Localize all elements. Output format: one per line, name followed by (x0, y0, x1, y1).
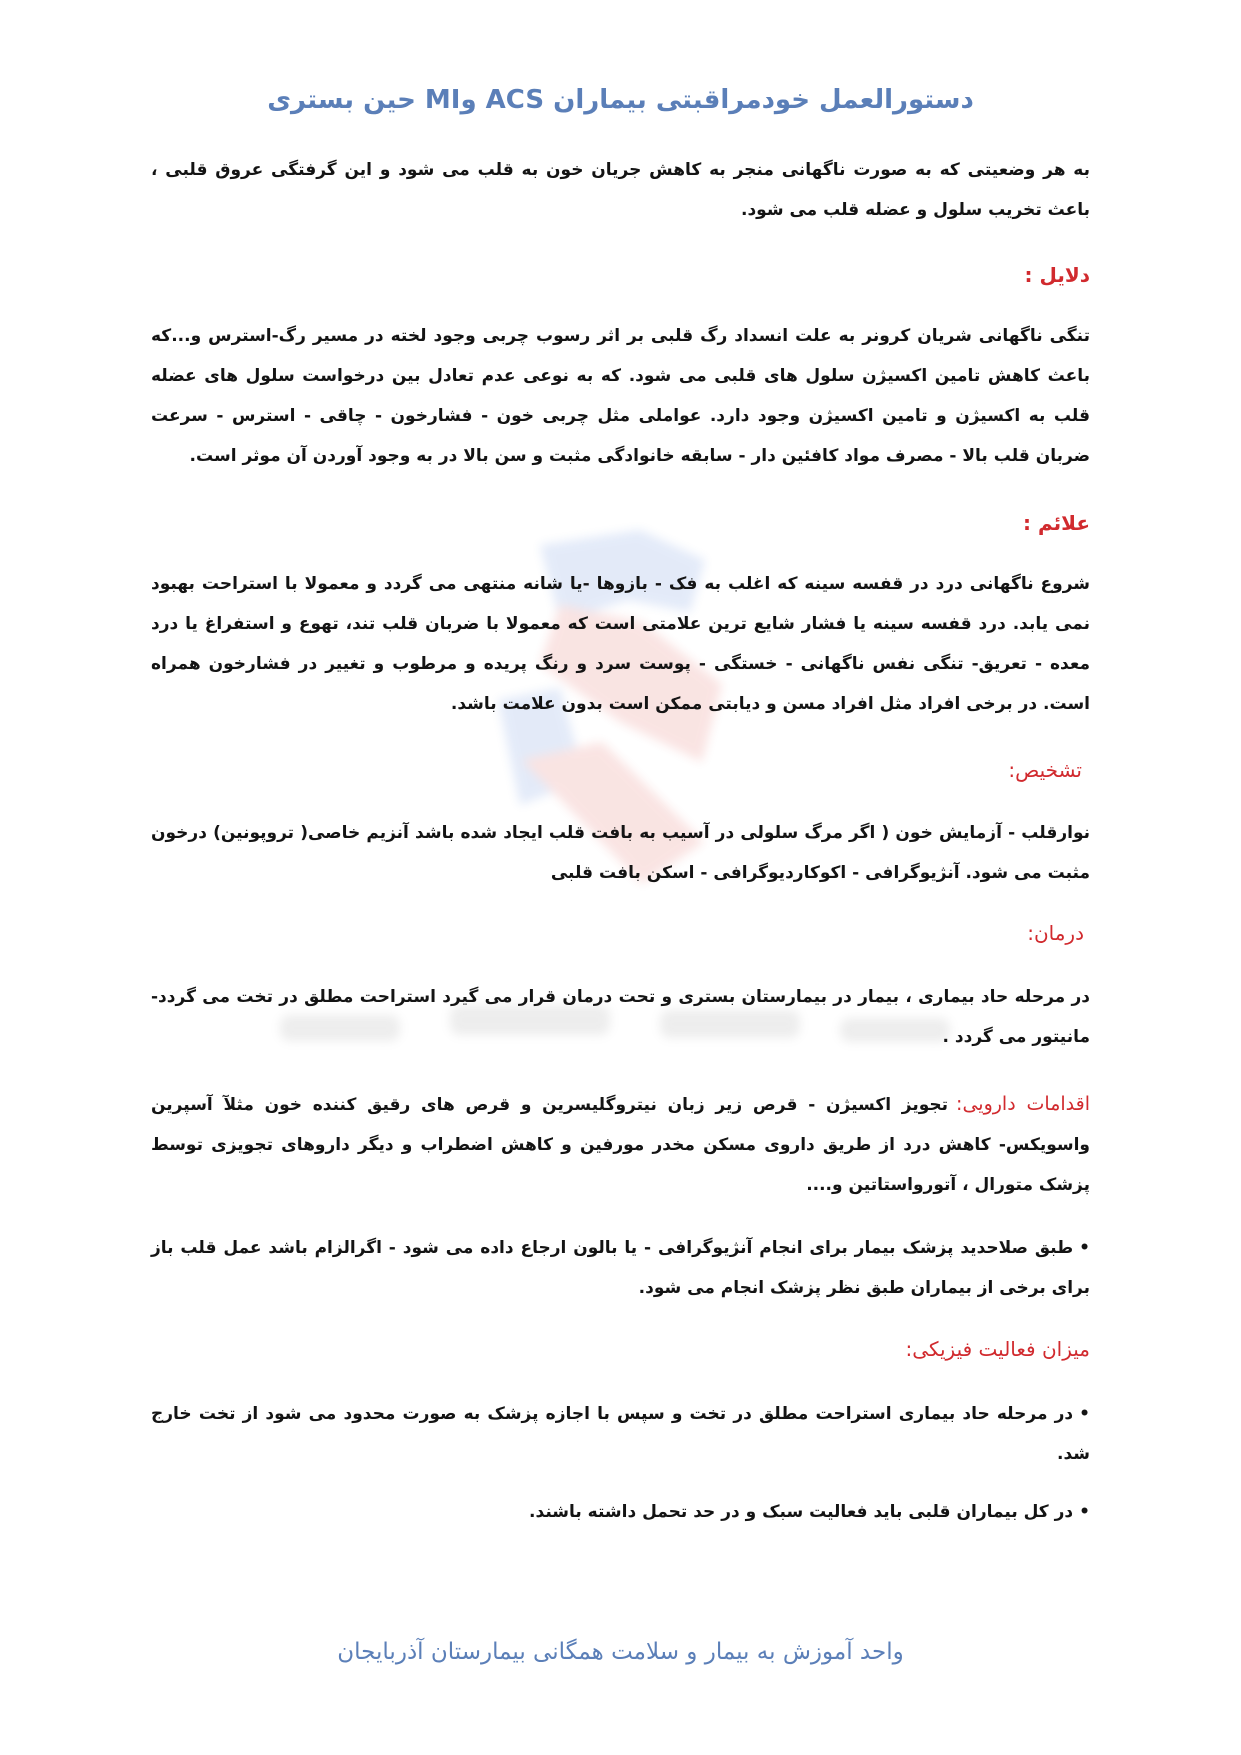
treatment-paragraph: در مرحله حاد بیماری ، بیمار در بیمارستان بستری و تحت درمان قرار می گیرد استراحت مطلق در تخت می گردد- مانیتور می گردد . (151, 987, 1090, 1047)
medication-label: اقدامات دارویی: (956, 1093, 1090, 1115)
intro-paragraph: به هر وضعیتی که به صورت ناگهانی منجر به کاهش جریان خون به قلب می شود و این گرفتگی عروق قلبی ، باعث تخریب سلول و عضله قلب می شود. (151, 160, 1090, 220)
document-body (0, 80, 1241, 1532)
bullet-icon: • (1079, 1238, 1090, 1258)
activity-bullet-item (151, 1492, 1090, 1532)
bullet-icon: • (1079, 1404, 1090, 1424)
activity-item-text: در مرحله حاد بیماری استراحت مطلق در تخت و سپس با اجازه پزشک به صورت محدود می شود از تخت خارج شد. (151, 1404, 1090, 1464)
bullet-icon: • (1079, 1502, 1090, 1522)
diagnosis-paragraph: نوارقلب - آزمایش خون ( اگر مرگ سلولی در آسیب به بافت قلب ایجاد شده باشد آنزیم خاصی( تروپونین) درخون مثبت می شود. آنژیوگرافی - اکوکاردیوگرافی - اسکن بافت قلبی (151, 823, 1090, 883)
activity-item-text: در کل بیماران قلبی باید فعالیت سبک و در حد تحمل داشته باشند. (529, 1502, 1074, 1522)
treatment-heading: درمان: (1027, 921, 1084, 945)
symptoms-paragraph: شروع ناگهانی درد در قفسه سینه که اغلب به فک - بازوها -یا شانه منتهی می گردد و معمولا با استراحت بهبود نمی یابد. درد قفسه سینه یا فشار شایع ترین علامتی است که معمولا با ضربان قلب تند، تهوع و استفراغ یا درد معده - تعریق- تنگی نفس ناگهانی - خستگی - پوست سرد و رنگ پریده و مرطوب و تغییر در فشارخون همراه است. در برخی افراد مثل افراد مسن و دیابتی ممکن است بدون علامت باشد. (151, 574, 1090, 714)
symptoms-heading: علائم : (1022, 511, 1090, 535)
medication-paragraph (151, 1084, 1090, 1205)
footer-unit-name: واحد آموزش به بیمار و سلامت همگانی بیمارستان آذربایجان (337, 1639, 904, 1665)
causes-heading: دلایل : (1024, 263, 1090, 287)
causes-paragraph: تنگی ناگهانی شریان کرونر به علت انسداد رگ قلبی بر اثر رسوب چربی وجود لخته در مسیر رگ-استرس و...که باعث کاهش تامین اکسیژن سلول های قلبی می شود. که به نوعی عدم تعادل بین درخواست سلول های عضله قلب به اکسیژن و تامین اکسیژن وجود دارد. عواملی مثل چربی خون - فشارخون - چاقی - استرس - سرعت ضربان قلب بالا - مصرف مواد کافئین دار - سابقه خانوادگی مثبت و سن بالا در به وجود آوردن آن موثر است. (151, 326, 1090, 466)
activity-bullet-item (151, 1394, 1090, 1474)
procedure-note-text: طبق صلاحدید پزشک بیمار برای انجام آنژیوگرافی - یا بالون ارجاع داده می شود - اگرالزام باشد عمل قلب باز برای برخی از بیماران طبق نظر پزشک انجام می شود. (151, 1238, 1090, 1298)
procedure-bullet-item (151, 1228, 1090, 1308)
medication-text: تجویز اکسیژن - قرص زیر زبان نیتروگلیسرین و قرص های رقیق کننده خون مثلآ آسپرین واسویکس- کاهش درد از طریق داروی مسکن مخدر مورفین و کاهش اضطراب و دیگر داروهای تجویزی توسط پزشک متورال ، آتورواستاتین و.... (151, 1095, 1090, 1195)
document-title: دستورالعمل خودمراقبتی بیماران ACS وMI حین بستری (267, 85, 974, 115)
physical-activity-heading: میزان فعالیت فیزیکی: (905, 1337, 1090, 1361)
diagnosis-heading: تشخیص: (1008, 758, 1082, 782)
